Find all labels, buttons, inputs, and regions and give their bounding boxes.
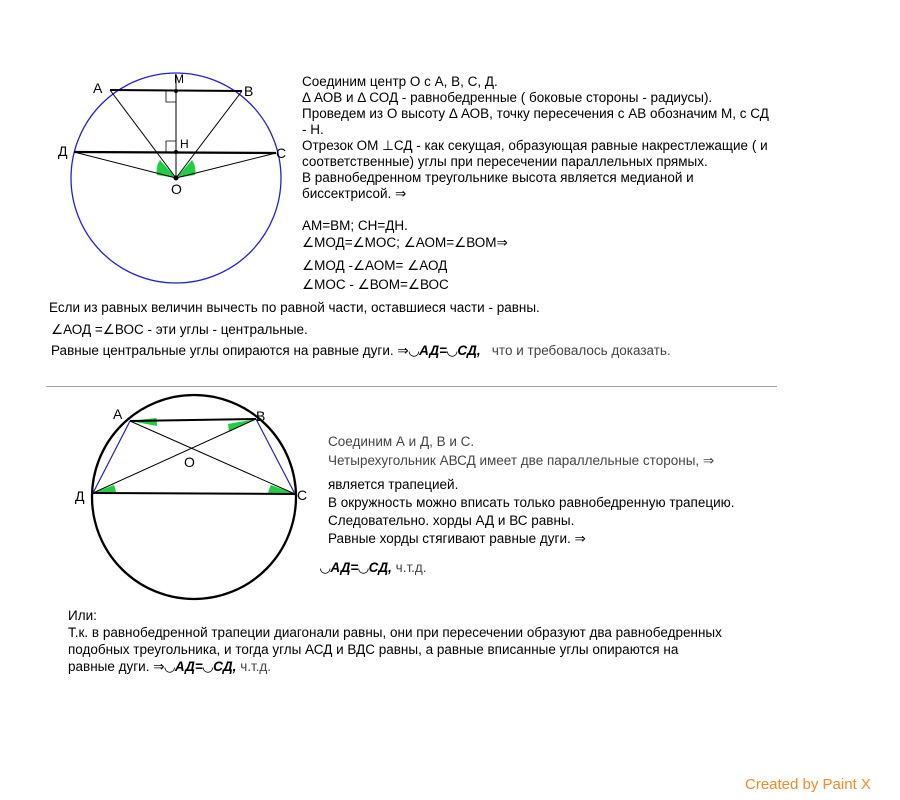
s2-line-1: Соединим А и Д, В и С. — [328, 434, 475, 449]
label-o: О — [171, 181, 182, 197]
s2-line-2: Четырехугольник АВСД имеет две параллельные стороны, ⇒ — [328, 453, 715, 468]
label-b-2: В — [256, 408, 266, 424]
point-h — [174, 150, 178, 154]
s1-line-1: Соединим центр О с А, В, С, Д. — [302, 74, 498, 89]
s1-line-3: Проведем из О высоту Δ АОВ, точку пересечения с АВ обозначим М, с СД — [302, 106, 769, 121]
s3-line-1: Т.к. в равнобедренной трапеции диагонали равны, они при пересечении образуют два равнобедренных — [68, 625, 722, 640]
s1-eq-2: ∠МОД=∠МОС; ∠АОМ=∠ВОМ⇒ — [302, 235, 508, 250]
s1-paragraph-3 — [51, 343, 671, 359]
s2-result-tail: ч.т.д. — [395, 560, 427, 575]
section-2-text — [328, 476, 734, 548]
s1-eq-1: АМ=ВМ; СН=ДН. — [302, 218, 408, 233]
s2-line-3: является трапецией. — [328, 477, 459, 492]
point-o — [174, 176, 179, 181]
chord-dc-2 — [93, 493, 295, 494]
right-angle-m — [166, 91, 176, 102]
figure-2-trapezoid-diagram — [0, 390, 320, 620]
section-divider — [46, 386, 777, 387]
s3-line-2: подобных треугольника, и тогда углы АСД и ВДС равны, а равные вписанные углы опираются на — [68, 642, 679, 657]
label-d-2: Д — [75, 488, 85, 504]
section-3-text — [68, 607, 722, 675]
label-d: Д — [58, 143, 68, 159]
s1-line-7: В равнобедренном треугольнике высота является медианой и — [302, 170, 694, 185]
s2-line-4: В окружность можно вписать только равнобедренную трапецию. — [328, 495, 735, 510]
s1-paragraph-2: ∠АОД =∠ВОС - эти углы - центральные. — [51, 322, 308, 337]
right-angle-h — [166, 141, 176, 152]
s1-line-8: биссектрисой. ⇒ — [302, 186, 407, 201]
s2-result-formula: ◡АД=◡СД, — [320, 560, 392, 575]
circle-2 — [92, 395, 296, 599]
s1-eq-3: ∠МОД -∠АОМ= ∠АОД — [302, 258, 448, 273]
s3-last-result: ◡АД=◡СД, — [164, 659, 237, 674]
s2-line-5: Следовательно. хорды АД и ВС равны. — [328, 513, 575, 528]
s3-title: Или: — [68, 608, 97, 623]
s1-eq-4: ∠МОС - ∠ВОМ=∠ВОС — [302, 277, 449, 292]
s1-line-2: Δ АОВ и Δ СОД - равнобедренные ( боковые стороны - радиусы). — [302, 90, 713, 105]
label-a-2: А — [113, 406, 123, 422]
figure-1-circle-diagram — [0, 0, 300, 300]
s1-p3-main: Равные центральные углы опираются на равные дуги. ⇒ — [51, 343, 409, 358]
s3-last-tail: ч.т.д. — [240, 659, 272, 674]
diagonal-ac — [130, 421, 295, 494]
radius-ob — [176, 91, 242, 178]
label-b: В — [244, 83, 254, 99]
s3-line-3 — [68, 658, 722, 675]
s2-line-6: Равные хорды стягивают равные дуги. ⇒ — [328, 531, 586, 546]
label-c-2: С — [297, 487, 308, 503]
angle-a-marker — [130, 418, 157, 426]
section-1-text — [302, 74, 769, 202]
s1-p3-result: ◡АД=◡СД, — [408, 343, 481, 358]
side-ad — [93, 421, 130, 493]
s3-last-main: равные дуги. ⇒ — [68, 659, 165, 674]
label-h: Н — [180, 137, 189, 151]
s2-result — [320, 560, 427, 576]
label-m: М — [174, 72, 184, 86]
s1-paragraph-1: Если из равных величин вычесть по равной части, оставшиеся части - равны. — [49, 300, 540, 315]
label-a: А — [93, 80, 103, 96]
label-o-2: О — [184, 454, 195, 470]
s1-p3-tail: что и требовалось доказать. — [491, 343, 671, 358]
s1-line-4: - Н. — [302, 122, 324, 137]
radius-oa — [110, 90, 176, 178]
watermark: Created by Paint X — [745, 776, 871, 793]
label-c: С — [276, 145, 287, 161]
s1-line-6: соответственные) углы при пересечении параллельных прямых. — [302, 154, 708, 169]
side-bc — [256, 419, 295, 494]
point-m — [174, 89, 178, 93]
s1-line-5: Отрезок ОМ ⊥СД - как секущая, образующая равные накрестлежащие ( и — [302, 138, 768, 153]
